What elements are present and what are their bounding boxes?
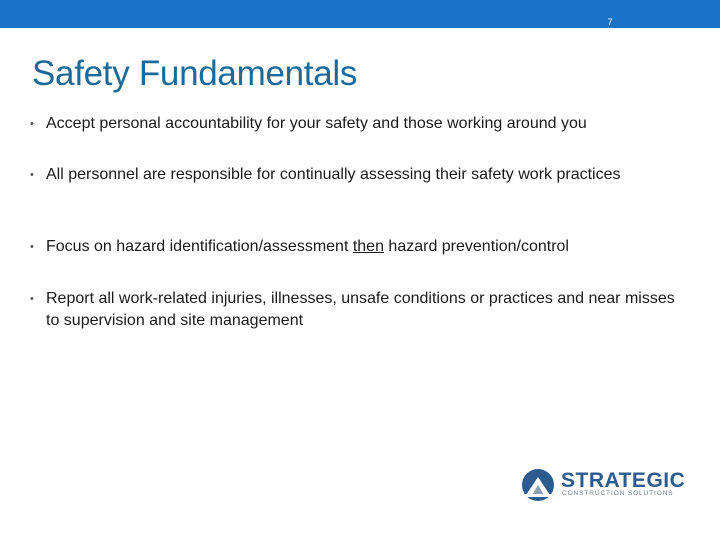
- bullet-text-underlined: then: [352, 238, 384, 255]
- logo-wordmark: STRATEGIC: [561, 469, 686, 492]
- bullet-item: [30, 288, 690, 332]
- slide-number: 7: [607, 17, 613, 27]
- company-logo: [521, 468, 691, 502]
- bullet-text: Accept personal accountability for your safety and those working around you: [46, 115, 587, 132]
- bullet-text-end: hazard prevention/control: [383, 238, 569, 255]
- header-bar: [0, 0, 720, 28]
- bullet-item: [30, 164, 621, 186]
- logo-tagline: CONSTRUCTION SOLUTIONS: [562, 490, 674, 497]
- bullet-item: [30, 236, 569, 258]
- slide-title: Safety Fundamentals: [32, 54, 358, 93]
- bullet-dot-icon: •: [30, 169, 34, 181]
- bullet-item: [30, 113, 587, 135]
- bullet-text: Report all work-related injuries, illnesses, unsafe conditions or practices and near misses to supervision and site management: [46, 290, 675, 329]
- bullet-dot-icon: •: [30, 118, 34, 130]
- bullet-dot-icon: •: [30, 241, 34, 253]
- bullet-dot-icon: •: [30, 293, 34, 305]
- bullet-text-start: Focus on hazard identification/assessment: [46, 238, 353, 255]
- bullet-text: All personnel are responsible for continually assessing their safety work practices: [46, 166, 621, 183]
- logo-mark-icon: [521, 468, 557, 502]
